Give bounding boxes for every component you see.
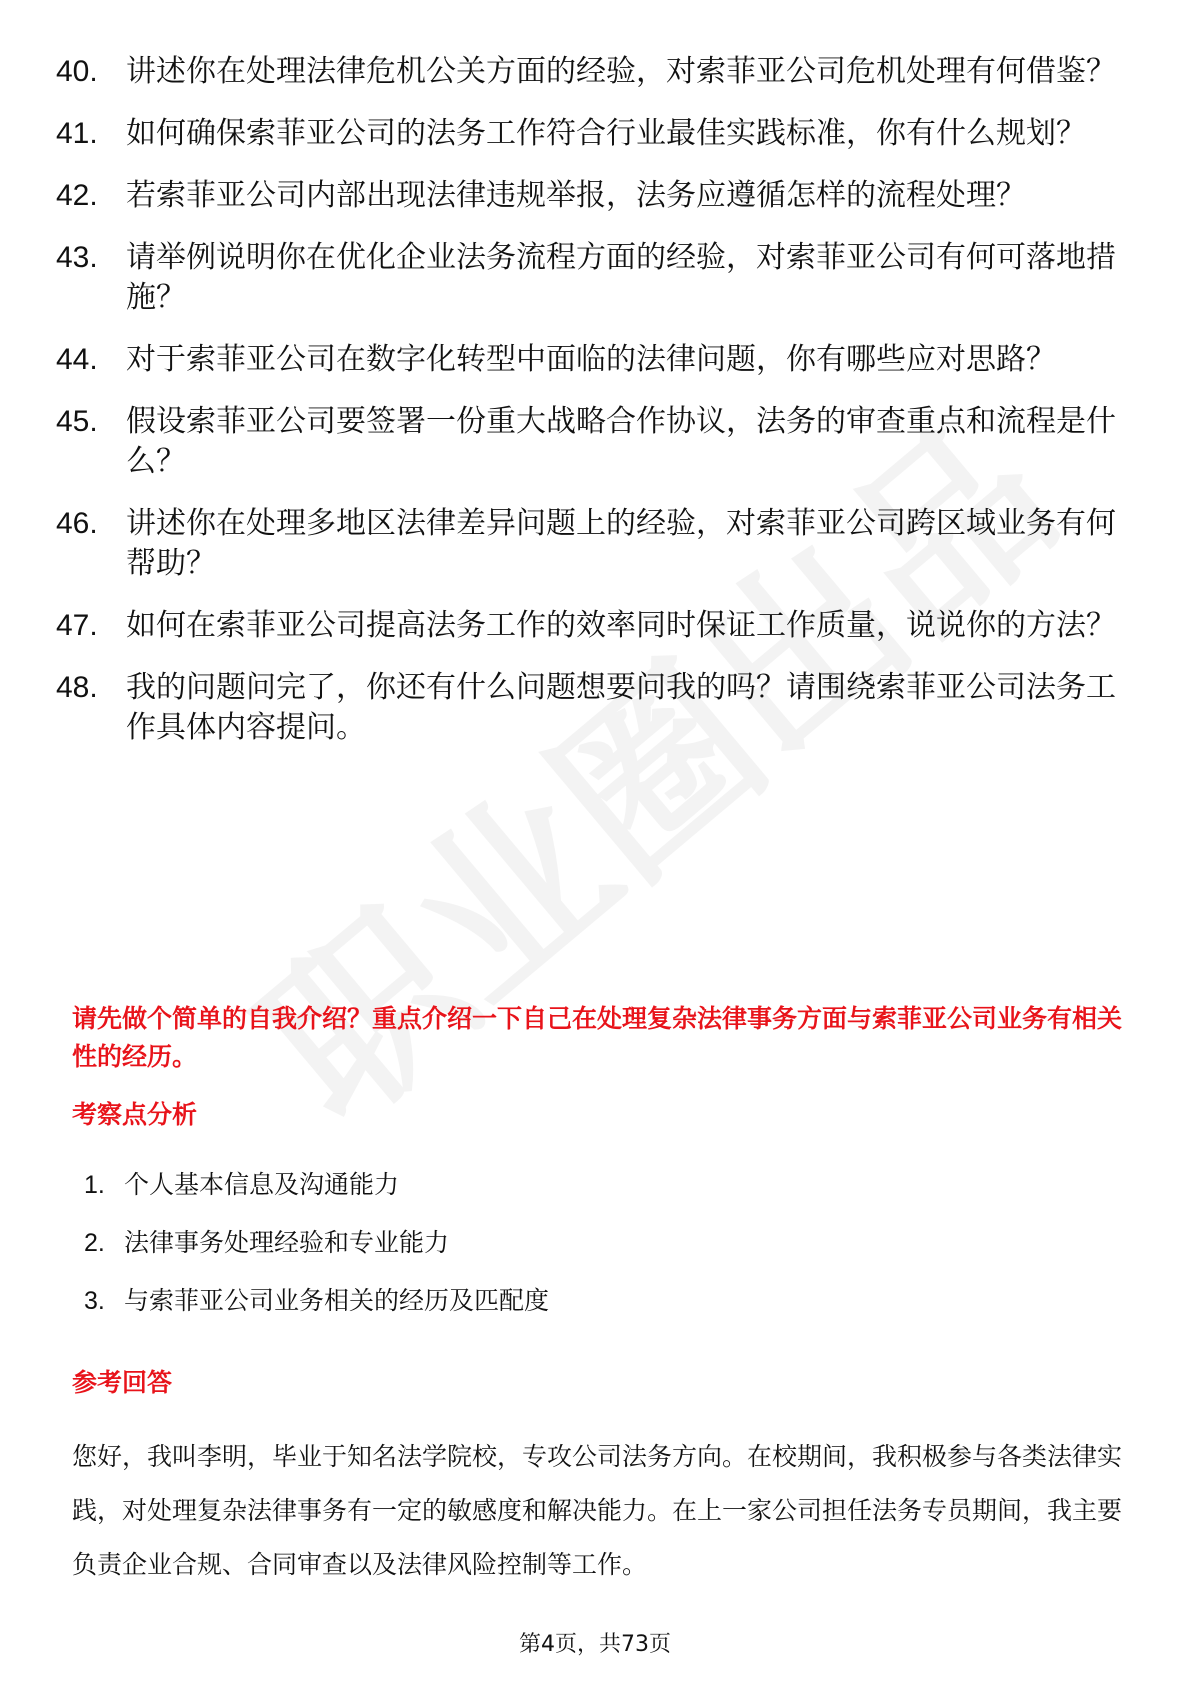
list-item [56,668,1136,748]
question-number: 42. [56,179,98,212]
list-item [56,114,1136,154]
question-number: 47. [56,609,98,642]
question-number: 41. [56,117,98,150]
question-number: 48. [56,671,98,704]
featured-question: 请先做个简单的自我介绍？重点介绍一下自己在处理复杂法律事务方面与索菲亚公司业务有相关性的经历。 [72,1004,1123,1071]
list-item [56,504,1136,584]
point-number: 1. [84,1171,105,1199]
point-text: 法律事务处理经验和专业能力 [124,1228,450,1257]
question-number: 45. [56,405,98,438]
analysis-heading: 考察点分析 [72,1100,198,1129]
question-text: 假设索菲亚公司要签署一份重大战略合作协议，法务的审查重点和流程是什么？ [126,404,1116,479]
question-text: 讲述你在处理多地区法律差异问题上的经验，对索菲亚公司跨区域业务有何帮助？ [126,506,1116,581]
question-text: 若索菲亚公司内部出现法律违规举报，法务应遵循怎样的流程处理？ [126,178,1026,213]
question-number: 43. [56,241,98,274]
question-list [56,52,1136,770]
question-text: 对于索菲亚公司在数字化转型中面临的法律问题，你有哪些应对思路？ [126,342,1056,377]
page-footer: 第4页，共73页 [519,1632,671,1657]
list-item [56,606,1136,646]
question-text: 请举例说明你在优化企业法务流程方面的经验，对索菲亚公司有何可落地措施？ [126,240,1116,315]
question-text: 如何在索菲亚公司提高法务工作的效率同时保证工作质量，说说你的方法？ [126,608,1116,643]
analysis-point-list [84,1167,1084,1341]
answer-text: 您好，我叫李明，毕业于知名法学院校，专攻公司法务方向。在校期间，我积极参与各类法律实践，对处理复杂法律事务有一定的敏感度和解决能力。在上一家公司担任法务专员期间，我主要负责企业合规、合同审查以及法律风险控制等工作。 [72,1442,1123,1579]
list-item [56,176,1136,216]
list-item [84,1225,1084,1283]
question-number: 44. [56,343,98,376]
question-number: 46. [56,507,98,540]
list-item [84,1167,1084,1225]
question-text: 如何确保索菲亚公司的法务工作符合行业最佳实践标准，你有什么规划？ [126,116,1086,151]
list-item [84,1283,1084,1341]
point-text: 个人基本信息及沟通能力 [124,1170,400,1199]
list-item [56,340,1136,380]
question-number: 40. [56,55,98,88]
point-number: 2. [84,1229,105,1257]
question-text: 讲述你在处理法律危机公关方面的经验，对索菲亚公司危机处理有何借鉴？ [126,54,1116,89]
point-text: 与索菲亚公司业务相关的经历及匹配度 [124,1286,550,1315]
question-text: 我的问题问完了，你还有什么问题想要问我的吗？请围绕索菲亚公司法务工作具体内容提问。 [126,670,1116,745]
list-item [56,402,1136,482]
list-item [56,238,1136,318]
answer-heading: 参考回答 [72,1368,173,1397]
list-item [56,52,1136,92]
point-number: 3. [84,1287,105,1315]
